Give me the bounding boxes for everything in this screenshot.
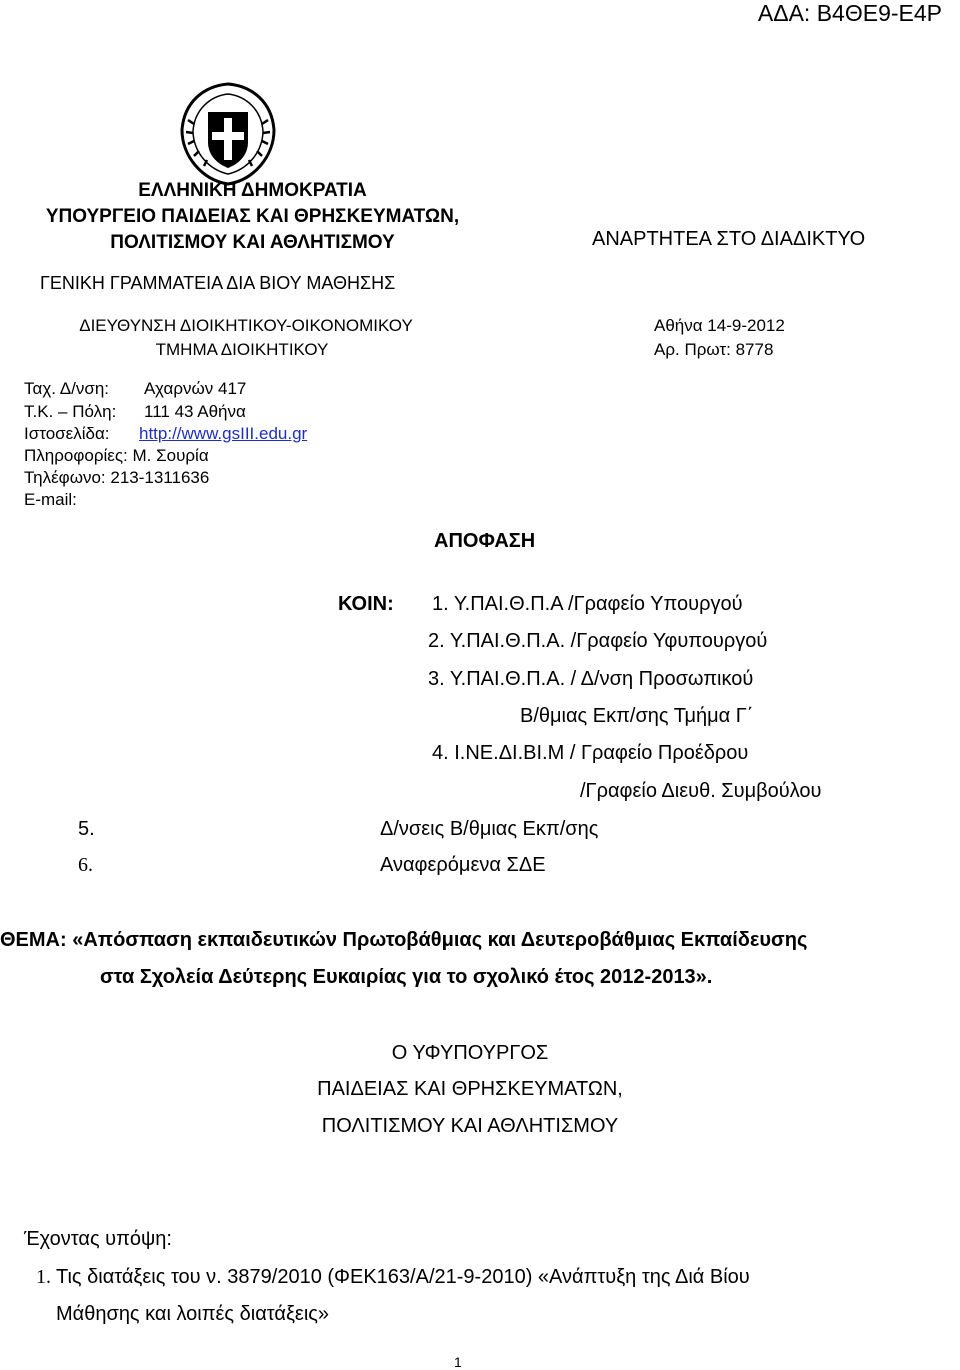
address-value: Αχαρνών 417 (144, 379, 247, 398)
recipient-1: 1. Υ.ΠΑΙ.Θ.Π.Α /Γραφείο Υπουργού (432, 593, 743, 615)
recipient-3-cont: Β/θμιας Εκπ/σης Τμήμα Γ΄ (520, 705, 754, 727)
item-1-line-1: Τις διατάξεις του ν. 3879/2010 (ΦΕΚ163/Α/21-9-2010) «Ανάπτυξη της Διά Βίου (56, 1266, 750, 1288)
recipient-3: 3. Υ.ΠΑΙ.Θ.Π.Α. / Δ/νση Προσωπικού (428, 668, 754, 690)
page-number: 1 (454, 1354, 462, 1370)
info-contact: Πληροφορίες: Μ. Σουρία (24, 446, 209, 465)
item-1-number: 1. (36, 1266, 51, 1288)
city-label: Τ.Κ. – Πόλη: (24, 402, 117, 421)
website-label: Ιστοσελίδα: (24, 424, 110, 443)
department: ΤΜΗΜΑ ΔΙΟΙΚΗΤΙΚΟΥ (155, 340, 329, 359)
ada-code: ΑΔΑ: Β4ΘΕ9-Ε4Ρ (757, 0, 942, 26)
greek-emblem-icon (174, 80, 282, 188)
recipient-6-number: 6. (78, 854, 93, 876)
subject-line-1: ΘΕΜΑ: «Απόσπαση εκπαιδευτικών Πρωτοβάθμιας και Δευτεροβάθμιας Εκπαίδευσης (0, 929, 808, 951)
email-label: E-mail: (24, 490, 77, 509)
document-date: Αθήνα 14-9-2012 (654, 316, 785, 335)
phone: Τηλέφωνο: 213-1311636 (24, 468, 210, 487)
signatory-line-3: ΠΟΛΙΤΙΣΜΟΥ ΚΑΙ ΑΘΛΗΤΙΣΜΟΥ (321, 1115, 619, 1137)
signatory-line-1: Ο ΥΦΥΠΟΥΡΓΟΣ (391, 1042, 549, 1064)
protocol-number: Αρ. Πρωτ: 8778 (654, 340, 774, 359)
recipient-5-number: 5. (78, 818, 95, 840)
general-secretariat: ΓΕΝΙΚΗ ΓΡΑΜΜΑΤΕΙΑ ΔΙΑ ΒΙΟΥ ΜΑΘΗΣΗΣ (40, 273, 396, 293)
recipient-4-cont: /Γραφείο Διευθ. Συμβούλου (580, 780, 822, 802)
koin-label: ΚΟΙΝ: (338, 593, 394, 615)
header-line-3: ΠΟΛΙΤΙΣΜΟΥ ΚΑΙ ΑΘΛΗΤΙΣΜΟΥ (110, 232, 395, 253)
recipient-5: Δ/νσεις Β/θμιας Εκπ/σης (380, 818, 599, 840)
subject-line-2: στα Σχολεία Δεύτερης Ευκαιρίας για το σχολικό έτος 2012-2013». (100, 966, 713, 988)
header-line-1: ΕΛΛΗΝΙΚΗ ΔΗΜΟΚΡΑΤΙΑ (138, 180, 367, 201)
recipient-6: Αναφερόμενα ΣΔΕ (380, 854, 546, 876)
document-title: ΑΠΟΦΑΣΗ (434, 530, 536, 552)
recipient-4: 4. Ι.ΝΕ.ΔΙ.ΒΙ.Μ / Γραφείο Προέδρου (432, 742, 749, 764)
header-line-2: ΥΠΟΥΡΓΕΙΟ ΠΑΙΔΕΙΑΣ ΚΑΙ ΘΡΗΣΚΕΥΜΑΤΩΝ, (45, 206, 460, 227)
website-link[interactable]: http://www.gsIII.edu.gr (139, 424, 308, 443)
considering-heading: Έχοντας υπόψη: (24, 1228, 172, 1250)
directorate: ΔΙΕΥΘΥΝΣΗ ΔΙΟΙΚΗΤΙΚΟΥ-ΟΙΚΟΝΟΜΙΚΟΥ (79, 316, 413, 335)
city-value: 111 43 Αθήνα (144, 402, 246, 421)
signatory-line-2: ΠΑΙΔΕΙΑΣ ΚΑΙ ΘΡΗΣΚΕΥΜΑΤΩΝ, (317, 1078, 623, 1100)
item-1-line-2: Μάθησης και λοιπές διατάξεις» (56, 1303, 330, 1325)
recipient-2: 2. Υ.ΠΑΙ.Θ.Π.Α. /Γραφείο Υφυπουργού (428, 630, 768, 652)
publish-notice: ΑΝΑΡΤΗΤΕΑ ΣΤΟ ΔΙΑΔΙΚΤΥΟ (592, 228, 866, 250)
address-label: Ταχ. Δ/νση: (24, 379, 110, 398)
